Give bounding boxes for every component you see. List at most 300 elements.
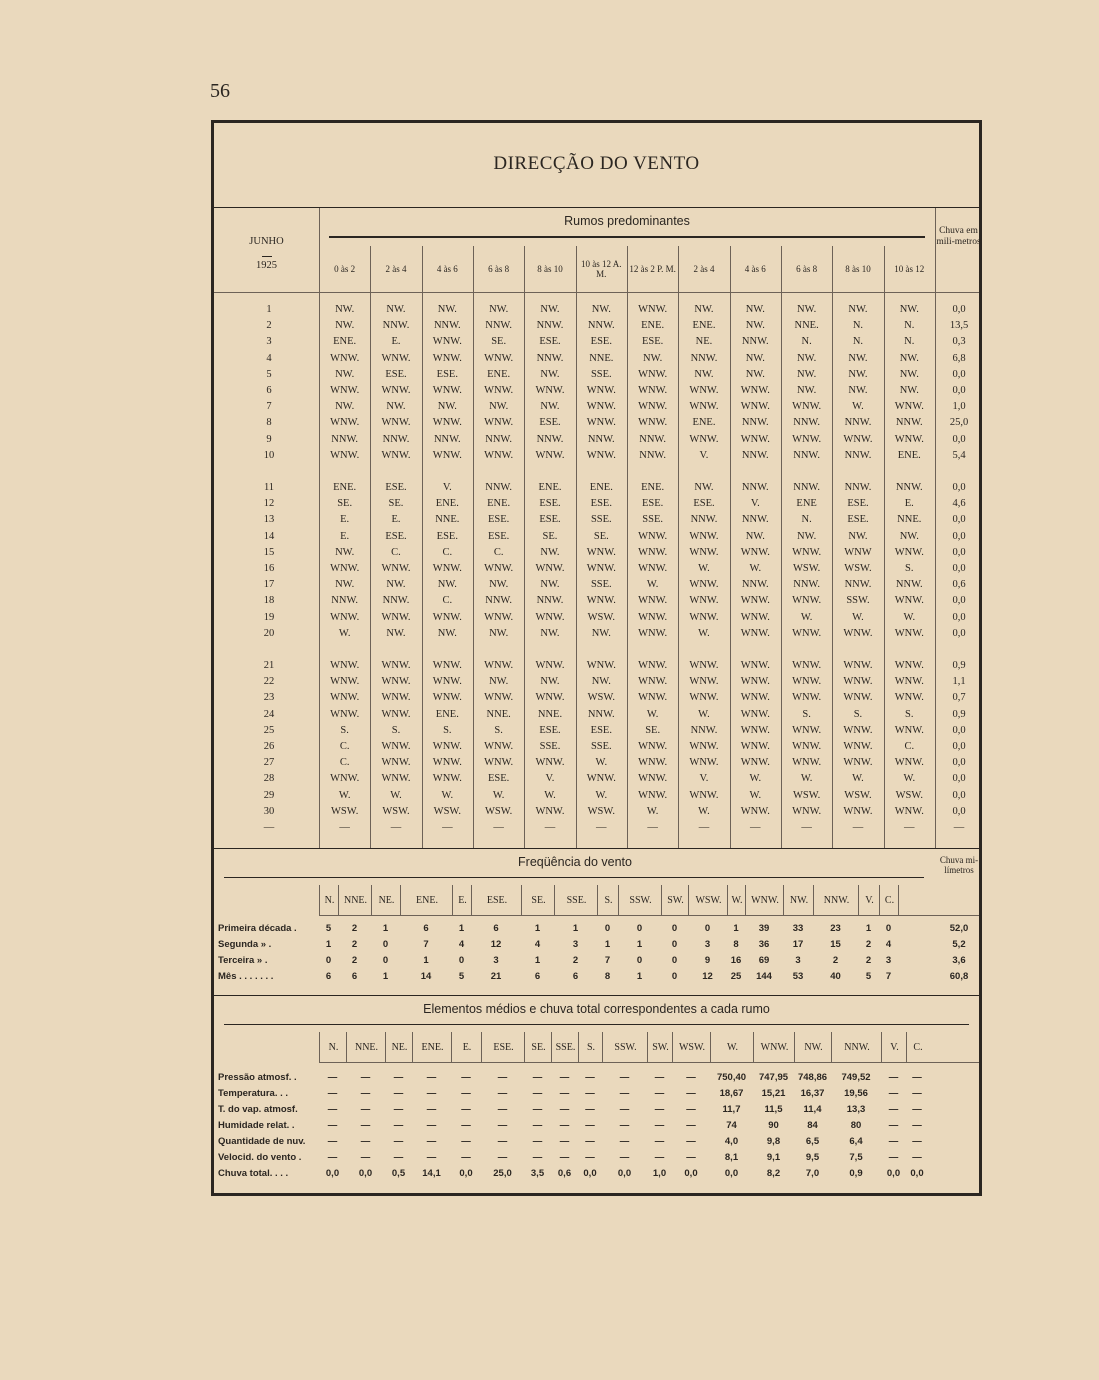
table-row: [214, 628, 979, 644]
direction-cell: SE.: [388, 498, 404, 510]
direction-cell: WNW.: [740, 676, 770, 688]
table-row: [214, 660, 979, 676]
frequency-cell: 3: [572, 939, 579, 950]
period-header-8: 4 às 6: [730, 246, 782, 292]
table-row: [214, 709, 979, 725]
elements-column-header-6: SE.: [524, 1032, 552, 1062]
frequency-cell: 12: [490, 939, 502, 950]
elements-cell: 19,56: [844, 1088, 868, 1099]
frequency-cell: 1: [865, 923, 872, 934]
elements-cell: —: [532, 1072, 543, 1083]
rain-value: 5,4: [952, 449, 966, 461]
direction-cell: W.: [338, 789, 351, 801]
day-number: 14: [263, 530, 275, 542]
rain-value: 0,0: [952, 385, 966, 396]
direction-cell: NNW.: [844, 449, 872, 461]
direction-cell: N.: [852, 336, 864, 348]
frequency-cell: 14: [420, 971, 432, 982]
table-row: [214, 612, 979, 628]
frequency-cell: 1: [636, 939, 643, 950]
title-area: [214, 123, 979, 208]
frequency-cell: 5: [865, 971, 872, 982]
direction-cell: WNW.: [638, 757, 668, 769]
rain-value: 0,0: [952, 773, 966, 785]
direction-cell: WNW.: [894, 660, 924, 671]
rain-value: 0,6: [952, 579, 966, 591]
frequency-cell: 0: [458, 955, 465, 966]
frequency-cell: 9: [704, 955, 711, 966]
direction-cell: NNW.: [639, 433, 666, 445]
elements-cell: 11,4: [803, 1104, 822, 1115]
elements-cell: —: [654, 1104, 665, 1115]
direction-cell: NNW.: [844, 482, 872, 493]
direction-cell: NNW.: [741, 336, 769, 348]
direction-cell: NW.: [899, 352, 919, 364]
period-header-0: 0 às 2: [319, 246, 371, 292]
elements-cell: —: [619, 1136, 630, 1147]
direction-cell: W.: [338, 627, 351, 639]
direction-cell: WNW.: [330, 611, 360, 623]
elements-cell: 0,0: [724, 1168, 739, 1179]
direction-cell: WNW.: [330, 692, 360, 704]
direction-cell: W.: [492, 789, 505, 801]
direction-cell: NW.: [540, 368, 560, 380]
direction-cell: NNE.: [435, 514, 460, 526]
rain-value: 0,0: [952, 304, 966, 315]
rain-value: 0,0: [952, 724, 966, 736]
direction-cell: NW.: [335, 304, 355, 315]
elements-cell: —: [888, 1136, 899, 1147]
day-number: 4: [266, 352, 272, 364]
direction-cell: N.: [852, 320, 864, 332]
direction-cell: NNE.: [537, 708, 563, 720]
elements-cell: —: [559, 1120, 570, 1131]
frequency-cell: 33: [792, 923, 804, 934]
direction-cell: NNW.: [741, 482, 769, 493]
period-header-1: 2 às 4: [370, 246, 422, 292]
direction-cell: NW.: [540, 676, 560, 688]
direction-cell: NW.: [489, 304, 509, 315]
frequency-cell: 3: [493, 955, 499, 966]
direction-cell: S.: [391, 724, 401, 736]
elements-cell: —: [619, 1120, 630, 1131]
direction-cell: SSE.: [642, 514, 663, 526]
direction-cell: WNW.: [689, 546, 719, 558]
frequency-rain-value: 60,8: [949, 971, 969, 982]
elements-cell: —: [686, 1136, 696, 1147]
elements-row-label: T. do vap. atmosf.: [218, 1104, 298, 1115]
table-row: [214, 353, 979, 369]
elements-cell: —: [360, 1088, 371, 1099]
rain-value: 0,0: [952, 546, 966, 558]
frequency-cell: 0: [325, 955, 332, 966]
direction-cell: NW.: [437, 401, 457, 413]
direction-cell: WNW.: [381, 563, 411, 574]
elements-cell: —: [327, 1104, 338, 1115]
direction-cell: NNW.: [536, 320, 564, 332]
elements-cell: —: [532, 1104, 543, 1115]
elements-column-header-16: V.: [881, 1032, 907, 1062]
direction-cell: ESE.: [488, 514, 510, 526]
elements-cell: 0,0: [325, 1168, 340, 1179]
direction-cell: NW.: [437, 579, 457, 591]
direction-cell: ENE.: [435, 708, 459, 720]
direction-cell: SSE.: [590, 741, 612, 752]
direction-cell: WNW.: [432, 660, 462, 671]
direction-cell: ESE.: [539, 724, 561, 736]
elements-cell: —: [585, 1120, 595, 1131]
frequency-cell: 17: [792, 939, 804, 950]
direction-cell: —: [904, 822, 915, 833]
frequency-column-header-17: C.: [879, 885, 899, 915]
frequency-cell: 144: [756, 971, 772, 982]
direction-cell: NW.: [386, 401, 406, 413]
elements-column-header-3: ENE.: [412, 1032, 452, 1062]
direction-cell: NW.: [745, 320, 765, 332]
direction-cell: W.: [646, 805, 659, 817]
elements-row: [214, 1152, 979, 1168]
frequency-cell: 2: [351, 955, 358, 966]
frequency-rain-value: 52,0: [949, 923, 969, 934]
direction-cell: WNW.: [638, 789, 668, 801]
direction-cell: NNE.: [794, 320, 819, 332]
elements-cell: —: [393, 1072, 404, 1083]
direction-cell: WNW.: [894, 724, 924, 736]
frequency-cell: 8: [733, 939, 739, 950]
frequency-cell: 15: [830, 939, 841, 950]
direction-cell: —: [801, 822, 812, 833]
rain-value: 13,5: [949, 320, 969, 332]
direction-cell: ESE.: [539, 498, 561, 510]
elements-cell: —: [888, 1152, 899, 1163]
direction-cell: WNW.: [484, 449, 514, 461]
direction-cell: WSW.: [587, 692, 615, 704]
direction-cell: NW.: [386, 627, 406, 639]
elements-cell: 7,0: [805, 1168, 820, 1179]
direction-cell: SSE.: [590, 368, 612, 380]
table-row: [214, 385, 979, 401]
direction-cell: WNW.: [740, 757, 770, 769]
elements-row-label: Quantidade de nuv.: [218, 1136, 306, 1147]
direction-cell: NNW.: [793, 482, 820, 493]
elements-cell: —: [461, 1136, 471, 1147]
month-label: JUNHO: [249, 236, 284, 247]
direction-cell: WSW.: [844, 789, 872, 801]
direction-cell: WNW.: [330, 352, 360, 364]
direction-cell: WNW.: [381, 417, 411, 429]
day-number: 12: [263, 498, 275, 510]
frequency-cell: 1: [382, 923, 389, 934]
elements-cell: —: [393, 1136, 404, 1147]
direction-cell: ENE.: [589, 482, 613, 493]
direction-cell: NNE.: [486, 708, 511, 720]
elements-cell: 0,5: [391, 1168, 406, 1179]
direction-cell: WNW.: [792, 757, 822, 769]
direction-cell: WNW.: [689, 741, 719, 752]
direction-cell: W.: [441, 789, 454, 801]
direction-cell: WNW.: [740, 627, 770, 639]
direction-cell: WNW.: [432, 417, 462, 429]
direction-cell: WNW.: [432, 352, 462, 364]
direction-cell: N.: [801, 336, 812, 348]
elements-cell: —: [585, 1136, 595, 1147]
day-number: 19: [263, 611, 275, 623]
direction-cell: NW.: [848, 385, 868, 396]
day-number: 17: [263, 579, 275, 591]
direction-cell: NNW.: [587, 433, 615, 445]
direction-cell: WNW.: [432, 773, 462, 785]
frequency-cell: 6: [572, 971, 579, 982]
direction-cell: V.: [699, 449, 709, 461]
frequency-row-label: Segunda » .: [218, 939, 272, 950]
rain-value: 0,0: [952, 789, 966, 801]
day-number: 22: [263, 676, 275, 688]
direction-cell: W.: [800, 773, 813, 785]
direction-cell: NNW.: [690, 724, 718, 736]
direction-cell: WNW.: [381, 773, 411, 785]
day-number: —: [263, 822, 275, 833]
direction-cell: WNW.: [432, 611, 462, 623]
column-divider: [730, 292, 731, 848]
direction-cell: WNW.: [740, 805, 770, 817]
direction-cell: WSW.: [792, 789, 821, 801]
table-row: [214, 401, 979, 417]
direction-cell: WNW.: [484, 692, 514, 704]
direction-cell: NW.: [489, 676, 509, 688]
direction-cell: SSE.: [590, 514, 612, 526]
frequency-row: [214, 923, 979, 938]
direction-cell: W.: [646, 708, 659, 720]
frequency-cell: 1: [534, 955, 541, 966]
direction-cell: ESE.: [385, 530, 407, 542]
direction-cell: NNW.: [485, 482, 513, 493]
elements-cell: —: [888, 1088, 899, 1099]
elements-cell: —: [654, 1120, 665, 1131]
direction-cell: SE.: [542, 530, 558, 542]
direction-cell: ESE.: [436, 530, 458, 542]
direction-cell: NNW.: [587, 320, 615, 332]
direction-cell: NW.: [540, 401, 560, 413]
direction-cell: WNW.: [484, 660, 514, 671]
elements-cell: —: [619, 1152, 630, 1163]
elements-cell: 80: [850, 1120, 862, 1131]
direction-cell: NW.: [489, 627, 509, 639]
direction-cell: NW.: [797, 530, 817, 542]
direction-cell: WNW.: [432, 692, 462, 704]
direction-cell: N.: [904, 320, 915, 332]
direction-cell: WNW.: [330, 449, 360, 461]
direction-cell: NNW.: [690, 514, 718, 526]
direction-cell: WNW.: [792, 724, 822, 736]
direction-cell: WNW.: [535, 660, 565, 671]
elements-title: Elementos médios e chuva total correspondentes a cada rumo: [423, 1002, 770, 1016]
direction-cell: WNW: [844, 546, 872, 558]
elements-cell: —: [497, 1120, 508, 1131]
direction-cell: —: [596, 822, 607, 833]
direction-cell: WNW.: [586, 417, 616, 429]
direction-cell: WNW.: [792, 401, 822, 413]
direction-cell: WNW.: [894, 627, 924, 639]
frequency-cell: 25: [730, 971, 742, 982]
direction-cell: ESE.: [488, 773, 510, 785]
column-divider: [627, 292, 628, 848]
direction-cell: NW.: [694, 368, 714, 380]
direction-cell: NW.: [694, 304, 714, 315]
frequency-cell: 1: [636, 971, 643, 982]
direction-cell: NW.: [745, 530, 765, 542]
frequency-cell: 6: [423, 923, 429, 934]
frequency-row: [214, 955, 979, 970]
elements-cell: —: [461, 1104, 471, 1115]
direction-cell: V.: [442, 482, 452, 493]
direction-cell: ENE: [796, 498, 817, 510]
frequency-cell: 5: [458, 971, 465, 982]
rain-value: 0,0: [952, 530, 966, 542]
frequency-cell: 3: [885, 955, 892, 966]
elements-cell: —: [532, 1120, 543, 1131]
table-row: [214, 790, 979, 806]
rain-value: 0,3: [952, 336, 966, 348]
direction-cell: ESE.: [693, 498, 715, 510]
elements-cell: 750,40: [716, 1072, 747, 1083]
frequency-cell: 2: [572, 955, 579, 966]
direction-cell: NW.: [335, 320, 355, 332]
frequency-rain-header: Chuva mi-límetros: [939, 855, 979, 875]
direction-cell: WNW.: [330, 417, 360, 429]
direction-cell: —: [698, 822, 710, 833]
day-number: 3: [266, 336, 272, 348]
direction-cell: WNW.: [894, 692, 924, 704]
direction-cell: WNW.: [484, 417, 514, 429]
frequency-cell: 1: [423, 955, 429, 966]
rain-value: 0,0: [952, 563, 966, 574]
column-divider: [524, 292, 525, 848]
direction-cell: WSW.: [484, 805, 513, 817]
direction-cell: C.: [391, 546, 401, 558]
direction-cell: NW.: [489, 401, 509, 413]
direction-cell: NNW.: [433, 320, 461, 332]
period-header-10: 8 às 10: [832, 246, 884, 292]
direction-cell: W.: [595, 789, 608, 801]
elements-cell: —: [619, 1072, 630, 1083]
frequency-cell: 7: [604, 955, 611, 966]
direction-cell: ESE.: [641, 498, 664, 510]
table-row: [214, 531, 979, 547]
direction-cell: WNW.: [894, 595, 924, 607]
direction-cell: WNW.: [740, 724, 770, 736]
direction-cell: W.: [698, 708, 710, 720]
direction-cell: WNW.: [330, 676, 360, 688]
direction-cell: NNE.: [589, 352, 614, 364]
direction-cell: WNW.: [586, 595, 616, 607]
elements-cell: —: [426, 1104, 437, 1115]
rain-value: 0,0: [952, 805, 966, 817]
frequency-cell: 40: [830, 971, 841, 982]
direction-cell: ESE.: [539, 336, 561, 348]
elements-cell: —: [393, 1120, 404, 1131]
direction-cell: NW.: [848, 352, 868, 364]
direction-cell: WNW.: [586, 546, 616, 558]
frequency-cell: 2: [351, 939, 358, 950]
frequency-cell: 53: [792, 971, 804, 982]
direction-cell: W.: [852, 773, 864, 785]
elements-cell: —: [461, 1088, 471, 1099]
direction-cell: NW.: [540, 304, 560, 315]
elements-column-header-10: SW.: [647, 1032, 673, 1062]
direction-cell: WNW.: [689, 611, 719, 623]
frequency-cell: 2: [865, 939, 872, 950]
direction-cell: WNW.: [843, 676, 873, 688]
elements-cell: 749,52: [841, 1072, 871, 1083]
elements-row-label: Temperatura. . .: [218, 1088, 289, 1099]
direction-cell: W.: [800, 611, 813, 623]
rain-value: 0,0: [952, 611, 966, 623]
direction-cell: WNW.: [586, 773, 616, 785]
day-number: 27: [263, 757, 275, 769]
day-number: 6: [266, 385, 272, 396]
direction-cell: WNW.: [484, 611, 514, 623]
direction-cell: WNW.: [330, 385, 360, 396]
direction-cell: WNW.: [381, 757, 411, 769]
table-row: [214, 434, 979, 450]
frequency-cell: 0: [636, 923, 643, 934]
direction-cell: C.: [339, 741, 350, 752]
elements-column-header-4: E.: [451, 1032, 482, 1062]
direction-cell: WNW.: [381, 676, 411, 688]
direction-cell: WNW.: [586, 660, 616, 671]
elements-cell: —: [360, 1136, 371, 1147]
direction-cell: WNW.: [792, 433, 822, 445]
elements-cell: —: [360, 1120, 371, 1131]
elements-cell: 74: [726, 1120, 737, 1131]
frequency-cell: 0: [671, 955, 678, 966]
direction-cell: NW.: [899, 368, 919, 380]
direction-cell: WNW.: [740, 595, 770, 607]
day-number: 21: [263, 660, 275, 671]
table-row: [214, 676, 979, 692]
table-row: [214, 417, 979, 433]
direction-cell: WNW.: [432, 741, 462, 752]
direction-cell: ESE.: [590, 336, 612, 348]
direction-cell: ESE.: [641, 336, 664, 348]
direction-cell: W.: [595, 757, 608, 769]
direction-cell: NNW.: [895, 417, 923, 429]
direction-cell: ESE.: [539, 514, 561, 526]
direction-cell: WNW.: [381, 385, 411, 396]
elements-column-header-1: NNE.: [346, 1032, 386, 1062]
direction-cell: W.: [903, 773, 916, 785]
direction-cell: —: [339, 822, 350, 833]
frequency-cell: 0: [604, 923, 611, 934]
elements-row: [214, 1120, 979, 1136]
direction-cell: NW.: [745, 304, 765, 315]
direction-cell: WNW.: [740, 660, 770, 671]
frequency-cell: 0: [382, 939, 389, 950]
direction-cell: ENE.: [692, 417, 716, 429]
elements-cell: 0,0: [583, 1168, 597, 1179]
elements-cell: —: [497, 1152, 508, 1163]
direction-cell: ENE.: [333, 482, 357, 493]
elements-cell: 8,1: [724, 1152, 739, 1163]
direction-cell: WNW.: [740, 708, 770, 720]
direction-cell: WNW.: [638, 530, 668, 542]
direction-cell: WNW.: [689, 789, 719, 801]
direction-cell: ESE.: [590, 724, 612, 736]
direction-cell: SE.: [645, 724, 661, 736]
period-header-3: 6 às 8: [473, 246, 525, 292]
direction-cell: C.: [904, 741, 915, 752]
direction-cell: NW.: [437, 304, 457, 315]
